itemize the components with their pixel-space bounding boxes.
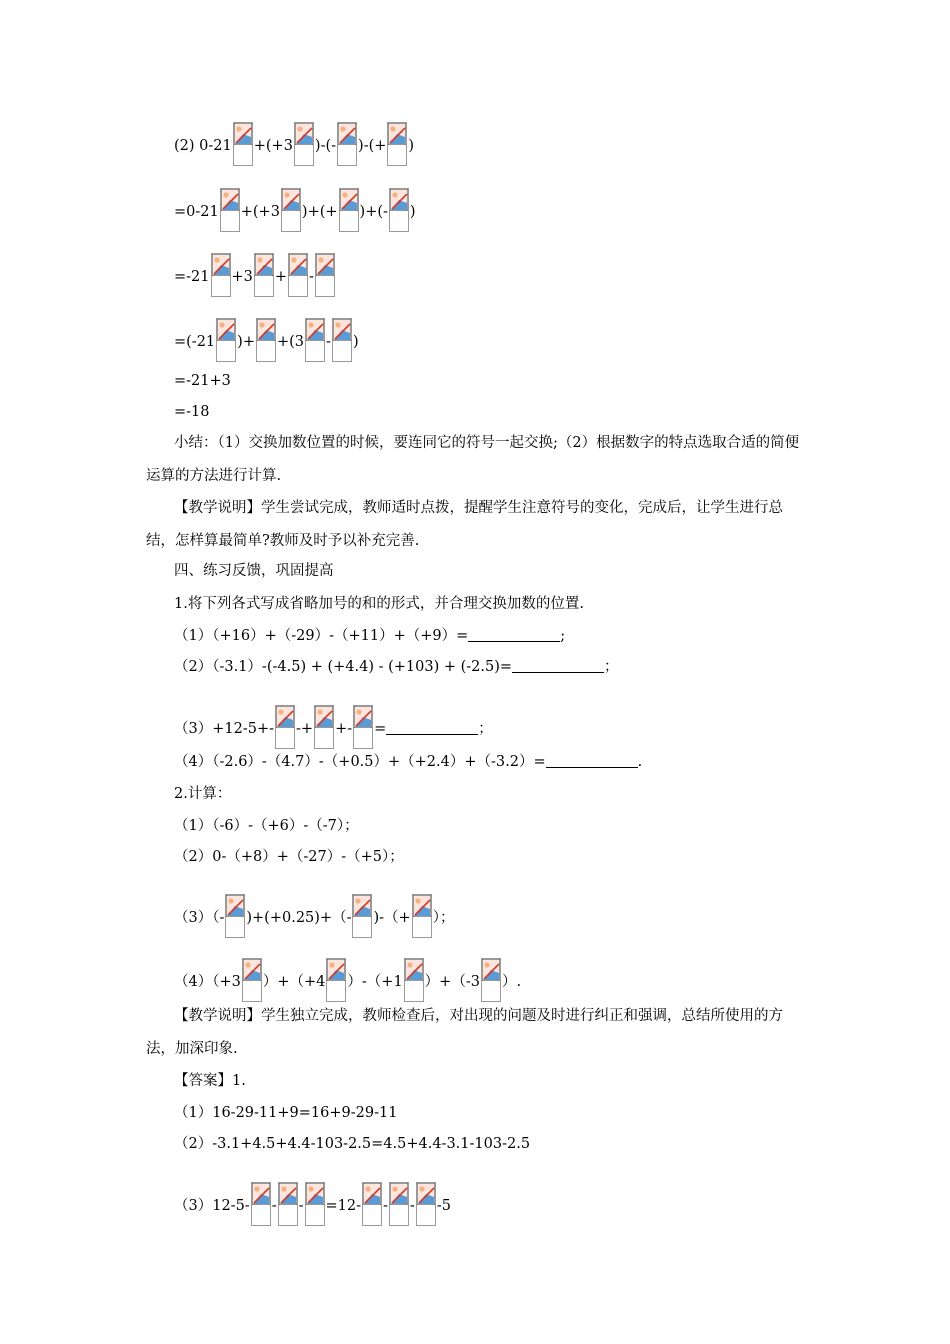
broken-image-icon — [275, 705, 295, 749]
expr-line-6 — [174, 402, 210, 422]
answer-blank — [512, 658, 604, 673]
expr-line-4 — [174, 318, 359, 362]
expr-text: )+(- — [359, 204, 388, 220]
exercise-1-item-4 — [174, 752, 642, 772]
broken-image-icon — [404, 958, 424, 1002]
expr-text: =-21 — [174, 269, 210, 285]
expr-text: （1）（-6）-（+6）-（-7）； — [174, 818, 359, 834]
expr-text: ）+（-3 — [424, 974, 480, 990]
answer-1-1 — [174, 1103, 397, 1123]
broken-image-icon — [305, 318, 325, 362]
expr-text: =0-21 — [174, 204, 219, 220]
expr-text: )-(- — [314, 138, 337, 154]
expr-text: =-18 — [174, 404, 210, 420]
broken-image-icon — [387, 122, 407, 166]
section-heading — [174, 561, 334, 581]
expr-text: +(+3 — [240, 204, 280, 220]
expr-text: )-（+ — [373, 910, 411, 926]
expr-text: （3）（- — [174, 910, 225, 926]
broken-image-icon — [314, 705, 334, 749]
expr-text: ）-（+1 — [347, 974, 403, 990]
expr-text: -5 — [436, 1198, 451, 1214]
teaching-note-1: 【教学说明】学生尝试完成，教师适时点拨，提醒学生注意符号的变化，完成后，让学生进行总结，怎样算最简单?教师及时予以补充完善. — [146, 500, 783, 549]
exercise-1-title — [174, 594, 584, 614]
broken-image-icon — [288, 253, 308, 297]
answer-blank — [386, 720, 478, 735]
summary-paragraph: 小结：（1）交换加数位置的时候，要连同它的符号一起交换;（2）根据数字的特点选取合适的简便运算的方法进行计算. — [146, 435, 800, 484]
expr-text: )+(+0.25)+（- — [246, 910, 352, 926]
expr-text: - — [326, 334, 331, 350]
broken-image-icon — [337, 122, 357, 166]
exercise-1-item-2 — [174, 657, 619, 677]
answer-heading — [174, 1071, 246, 1091]
expr-text: ）+（+4 — [262, 974, 326, 990]
expr-text: + — [274, 269, 288, 285]
answer-1-2 — [174, 1134, 530, 1154]
broken-image-icon — [211, 253, 231, 297]
expr-text: - — [298, 1198, 304, 1214]
expr-text: ) — [409, 204, 416, 220]
exercise-2-item-1 — [174, 816, 359, 836]
expr-text: -+ — [296, 721, 314, 737]
expr-text: )+(+ — [301, 204, 338, 220]
expr-text: +(3 — [276, 334, 305, 350]
broken-image-icon — [220, 188, 240, 232]
broken-image-icon — [362, 1182, 382, 1226]
expr-text: - — [409, 1198, 415, 1214]
expr-text: （3）+12-5+- — [174, 721, 274, 737]
exercise-2-item-4 — [174, 958, 521, 1002]
expr-text: ）. — [501, 974, 522, 990]
expr-text: ； — [478, 721, 493, 737]
expr-line-2 — [174, 188, 416, 232]
expr-text: （1）（+16）+（-29）-（+11）+（+9）= — [174, 628, 469, 644]
answer-blank — [546, 753, 638, 768]
expr-line-1 — [174, 122, 414, 166]
expr-text: ； — [604, 659, 619, 675]
broken-image-icon — [225, 894, 245, 938]
expr-text: =-21+3 — [174, 373, 231, 389]
expr-text: （4）（+3 — [174, 974, 241, 990]
broken-image-icon — [305, 1182, 325, 1226]
exercise-2-item-2 — [174, 847, 404, 867]
broken-image-icon — [332, 318, 352, 362]
expr-text: . — [637, 754, 643, 770]
broken-image-icon — [412, 894, 432, 938]
broken-image-icon — [481, 958, 501, 1002]
broken-image-icon — [242, 958, 262, 1002]
expr-text: （4）（-2.6）-（4.7）-（+0.5）+（+2.4）+（-3.2）= — [174, 754, 546, 770]
teaching-note-2: 【教学说明】学生独立完成，教师检查后，对出现的问题及时进行纠正和强调，总结所使用的方法，加深印象. — [146, 1008, 783, 1057]
expr-text: （3）12-5- — [174, 1198, 250, 1214]
expr-text: （2）-3.1+4.5+4.4-103-2.5=4.5+4.4-3.1-103-2.5 — [174, 1136, 531, 1152]
expr-text: 【答案】1. — [174, 1073, 246, 1089]
expr-text: 1.将下列各式写成省略加号的和的形式，并合理交换加数的位置. — [174, 596, 584, 612]
expr-line-5 — [174, 371, 231, 391]
expr-text: 2.计算： — [174, 786, 232, 802]
exercise-1-item-3 — [174, 705, 493, 749]
exercise-2-title — [174, 784, 231, 804]
expr-text: =12- — [325, 1198, 362, 1214]
answer-1-3 — [174, 1182, 451, 1226]
broken-image-icon — [352, 894, 372, 938]
expr-text: (2) 0-21 — [174, 138, 232, 154]
broken-image-icon — [315, 253, 335, 297]
broken-image-icon — [251, 1182, 271, 1226]
expr-text: = — [374, 721, 387, 737]
broken-image-icon — [233, 122, 253, 166]
expr-text: - — [271, 1198, 277, 1214]
expr-text: )-(+ — [358, 138, 387, 154]
broken-image-icon — [353, 705, 373, 749]
broken-image-icon — [294, 122, 314, 166]
expr-text: ; — [560, 628, 566, 644]
expr-line-3 — [174, 253, 336, 297]
answer-blank — [468, 627, 560, 642]
broken-image-icon — [389, 1182, 409, 1226]
broken-image-icon — [389, 188, 409, 232]
expr-text: （2）0-（+8）+（-27）-（+5）； — [174, 849, 404, 865]
broken-image-icon — [416, 1182, 436, 1226]
expr-text: - — [383, 1198, 388, 1214]
expr-text: - — [309, 269, 314, 285]
broken-image-icon — [254, 253, 274, 297]
expr-text: ) — [352, 334, 359, 350]
expr-text: 四、练习反馈，巩固提高 — [174, 563, 334, 579]
broken-image-icon — [278, 1182, 298, 1226]
broken-image-icon — [216, 318, 236, 362]
expr-text: （1）16-29-11+9=16+9-29-11 — [174, 1105, 398, 1121]
expr-text: +3 — [231, 269, 253, 285]
broken-image-icon — [326, 958, 346, 1002]
expr-text: )+ — [237, 334, 255, 350]
expr-text: ) — [408, 138, 415, 154]
exercise-1-item-1 — [174, 626, 565, 646]
expr-text: =(-21 — [174, 334, 216, 350]
broken-image-icon — [281, 188, 301, 232]
broken-image-icon — [339, 188, 359, 232]
expr-text: +(+3 — [253, 138, 293, 154]
expr-text: +- — [335, 721, 353, 737]
broken-image-icon — [256, 318, 276, 362]
expr-text: （2）（-3.1）-(-4.5) + (+4.4) - (+103) + (-2.5)= — [174, 659, 513, 675]
exercise-2-item-3 — [174, 894, 454, 938]
expr-text: ）； — [432, 910, 455, 926]
